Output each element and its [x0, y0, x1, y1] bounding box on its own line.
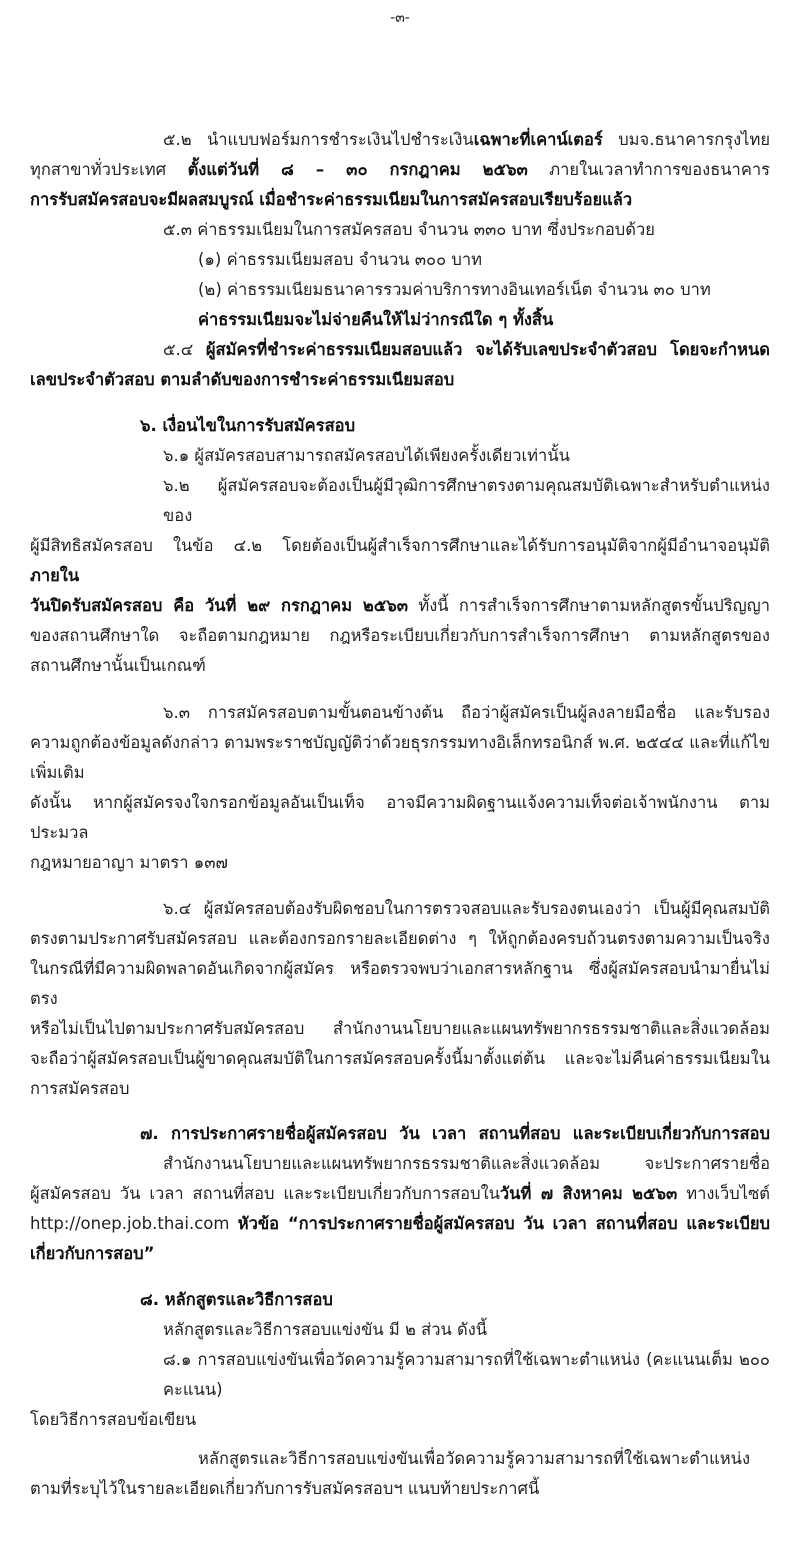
text-line: [30, 1044, 770, 1074]
text-line: [30, 954, 770, 1014]
text-segment: สำนักงานนโยบายและแผนทรัพยากรธรรมชาติและสิ่งแวดล้อม จะประกาศรายชื่อ: [163, 1154, 770, 1173]
text-segment: ทุกสาขาทั่วประเทศ: [30, 160, 188, 179]
website-link[interactable]: http://onep.job.thai.com: [30, 1214, 238, 1233]
text-line: [30, 1074, 770, 1104]
text-segment: ความถูกต้องข้อมูลดังกล่าว ตามพระราชบัญญัติว่าด้วยธุรกรรมทางอิเล็กทรอนิกส์ พ.ศ. ๒๕๔๔ และที่แก้ไขเพิ่มเติม: [30, 733, 770, 782]
text-segment: ๘.๑ การสอบแข่งขันเพื่อวัดความรู้ความสามารถที่ใช้เฉพาะตำแหน่ง (คะแนนเต็ม ๒๐๐ คะแนน): [163, 1350, 770, 1399]
text-line: [163, 1315, 770, 1345]
text-line: [140, 1119, 770, 1149]
text-line: [163, 215, 770, 245]
text-segment: โดยวิธีการสอบข้อเขียน: [30, 1410, 197, 1429]
text-line: [30, 531, 770, 591]
text-segment: ผู้มีสิทธิสมัครสอบ ในข้อ ๔.๒ โดยต้องเป็นผู้สำเร็จการศึกษาและได้รับการอนุมัติจากผู้มีอำนาจอนุมัติ: [30, 536, 770, 555]
bold-text: ๖. เงื่อนไขในการรับสมัครสอบ: [140, 416, 356, 435]
text-line: [30, 155, 770, 185]
text-segment: ๖.๔ ผู้สมัครสอบต้องรับผิดชอบในการตรวจสอบและรับรองตนเองว่า เป็นผู้มีคุณสมบัติ: [163, 899, 770, 918]
text-line: [163, 1149, 770, 1179]
text-line: [163, 125, 770, 155]
text-line: [30, 1209, 770, 1239]
text-line: [163, 471, 770, 531]
text-segment: ดังนั้น หากผู้สมัครจงใจกรอกข้อมูลอันเป็นเท็จ อาจมีความผิดฐานแจ้งความเท็จต่อเจ้าพนักงาน ตามประมวล: [30, 793, 770, 842]
page-number: -๓-: [390, 10, 410, 26]
text-line: [198, 1444, 770, 1474]
text-line: [30, 591, 770, 621]
bold-text: ค่าธรรมเนียมจะไม่จ่ายคืนให้ไม่ว่ากรณีใด ๆ ทั้งสิ้น: [198, 310, 554, 329]
text-line: [30, 788, 770, 848]
bold-text: ผู้สมัครที่ชำระค่าธรรมเนียมสอบแล้ว จะได้รับเลขประจำตัวสอบ โดยจะกำหนด: [205, 340, 770, 359]
text-segment: ตรงตามประกาศรับสมัครสอบ และต้องกรอกรายละเอียดต่าง ๆ ให้ถูกต้องครบถ้วนตรงตามความเป็นจริง: [30, 929, 770, 948]
text-line: [30, 1405, 770, 1435]
text-segment: ๖.๒ ผู้สมัครสอบจะต้องเป็นผู้มีวุฒิการศึกษาตรงตามคุณสมบัติเฉพาะสำหรับตำแหน่งของ: [163, 476, 770, 525]
text-segment: สถานศึกษานั้นเป็นเกณฑ์: [30, 656, 206, 675]
bold-text: ๘. หลักสูตรและวิธีการสอบ: [140, 1290, 333, 1309]
bold-text: เลขประจำตัวสอบ ตามลำดับของการชำระค่าธรรมเนียมสอบ: [30, 370, 455, 389]
text-segment: ๕.๔: [163, 340, 206, 359]
text-line: [198, 245, 770, 275]
text-line: [30, 1014, 770, 1044]
text-segment: จะถือว่าผู้สมัครสอบเป็นผู้ขาดคุณสมบัติในการสมัครสอบครั้งนี้มาตั้งแต่ต้น และจะไม่คืนค่าธรรมเนียมใน: [30, 1049, 770, 1068]
bold-text: หัวข้อ “การประกาศรายชื่อผู้สมัครสอบ วัน เวลา สถานที่สอบ และระเบียบ: [237, 1214, 770, 1233]
text-segment: ๖.๑ ผู้สมัครสอบสามารถสมัครสอบได้เพียงครั้งเดียวเท่านั้น: [163, 446, 570, 465]
text-line: [30, 924, 770, 954]
text-segment: ตามที่ระบุไว้ในรายละเอียดเกี่ยวกับการรับสมัครสอบฯ แนบท้ายประกาศนี้: [30, 1479, 540, 1498]
text-segment: กฎหมายอาญา มาตรา ๑๓๗: [30, 853, 228, 872]
text-line: [30, 728, 770, 788]
text-segment: ในกรณีที่มีความผิดพลาดอันเกิดจากผู้สมัคร หรือตรวจพบว่าเอกสารหลักฐาน ซึ่งผู้สมัครสอบนำมายื่นไม่ตรง: [30, 959, 770, 1008]
text-line: [163, 894, 770, 924]
bold-text: เฉพาะที่เคาน์เตอร์: [473, 130, 603, 149]
text-line: [30, 365, 770, 395]
text-segment: ของสถานศึกษาใด จะถือตามกฎหมาย กฎหรือระเบียบเกี่ยวกับการสำเร็จการศึกษา ตามหลักสูตรของ: [30, 626, 770, 645]
bold-text: เกี่ยวกับการสอบ”: [30, 1244, 155, 1263]
text-line: [140, 1285, 770, 1315]
text-line: [30, 848, 770, 878]
text-segment: ทางเว็บไซต์: [677, 1184, 770, 1203]
text-line: [163, 698, 770, 728]
text-line: [163, 335, 770, 365]
bold-text: ตั้งแต่วันที่ ๘ – ๓๐ กรกฎาคม ๒๕๖๓: [187, 160, 528, 179]
bold-text: ๗. การประกาศรายชื่อผู้สมัครสอบ วัน เวลา สถานที่สอบ และระเบียบเกี่ยวกับการสอบ: [140, 1124, 770, 1143]
text-segment: (๒) ค่าธรรมเนียมธนาคารรวมค่าบริการทางอินเทอร์เน็ต จำนวน ๓๐ บาท: [198, 280, 711, 299]
text-segment: ภายในเวลาทำการของธนาคาร: [527, 160, 770, 179]
text-segment: ๕.๒ นำแบบฟอร์มการชำระเงินไปชำระเงิน: [163, 130, 474, 149]
bold-text: การรับสมัครสอบจะมีผลสมบูรณ์ เมื่อชำระค่าธรรมเนียมในการสมัครสอบเรียบร้อยแล้ว: [30, 190, 633, 209]
text-segment: หลักสูตรและวิธีการสอบแข่งขันเพื่อวัดความรู้ความสามารถที่ใช้เฉพาะตำแหน่ง: [198, 1449, 751, 1468]
text-segment: ๕.๓ ค่าธรรมเนียมในการสมัครสอบ จำนวน ๓๓๐ บาท ซึ่งประกอบด้วย: [163, 220, 655, 239]
text-segment: ๖.๓ การสมัครสอบตามขั้นตอนข้างต้น ถือว่าผู้สมัครเป็นผู้ลงลายมือชื่อ และรับรอง: [163, 703, 770, 722]
bold-text: วันที่ ๗ สิงหาคม ๒๕๖๓: [499, 1184, 678, 1203]
text-segment: (๑) ค่าธรรมเนียมสอบ จำนวน ๓๐๐ บาท: [198, 250, 483, 269]
bold-text: ภายใน: [30, 566, 80, 585]
text-segment: บมจ.ธนาคารกรุงไทย: [602, 130, 770, 149]
text-line: [163, 441, 770, 471]
text-line: [30, 621, 770, 651]
text-line: [30, 1474, 770, 1504]
text-line: [198, 275, 770, 305]
text-segment: หลักสูตรและวิธีการสอบแข่งขัน มี ๒ ส่วน ดังนี้: [163, 1320, 488, 1339]
text-line: [30, 1179, 770, 1209]
text-line: [30, 651, 770, 681]
text-segment: การสมัครสอบ: [30, 1079, 130, 1098]
bold-text: วันปิดรับสมัครสอบ คือ วันที่ ๒๙ กรกฎาคม ๒๕๖๓: [30, 596, 409, 615]
text-segment: หรือไม่เป็นไปตามประกาศรับสมัครสอบ สำนักงานนโยบายและแผนทรัพยากรธรรมชาติและสิ่งแวดล้อม: [30, 1019, 770, 1038]
text-line: [30, 185, 770, 215]
text-line: [198, 305, 770, 335]
text-line: [140, 411, 770, 441]
text-segment: ทั้งนี้ การสำเร็จการศึกษาตามหลักสูตรขั้นปริญญา: [408, 596, 770, 615]
text-line: [163, 1345, 770, 1405]
text-segment: ผู้สมัครสอบ วัน เวลา สถานที่สอบ และระเบียบเกี่ยวกับการสอบใน: [30, 1184, 500, 1203]
text-line: [30, 1239, 770, 1269]
